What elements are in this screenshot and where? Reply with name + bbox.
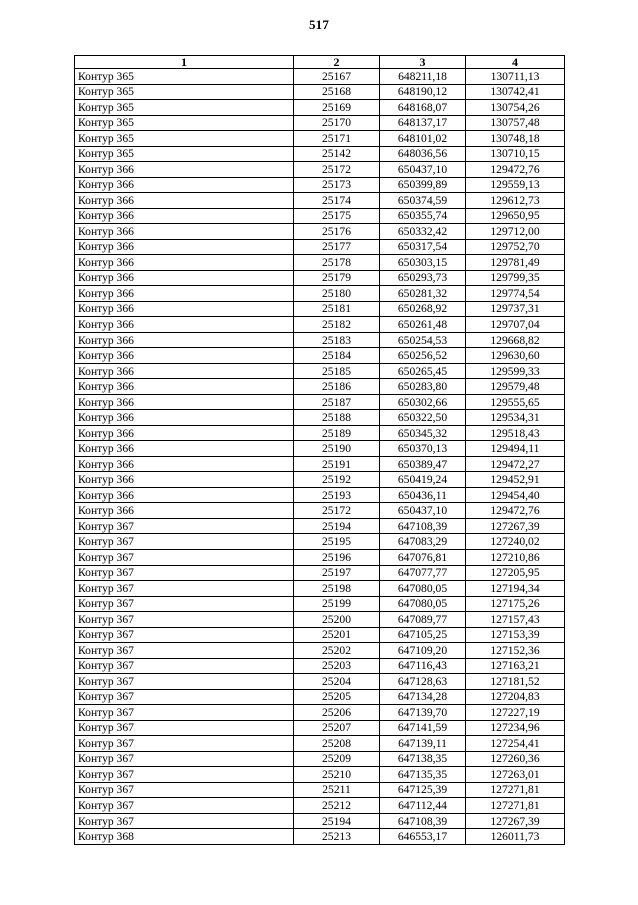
table-row [75,674,565,690]
point-number-cell: 25211 [294,782,380,798]
table-row [75,69,565,85]
table-row [75,549,565,565]
point-number-cell: 25207 [294,720,380,736]
point-number-cell: 25167 [294,69,380,85]
contour-name-cell: Контур 366 [75,286,294,302]
y-coordinate-cell: 127227,19 [466,705,565,721]
y-coordinate-cell: 129518,43 [466,425,565,441]
contour-name-cell: Контур 367 [75,518,294,534]
y-coordinate-cell: 127163,21 [466,658,565,674]
contour-name-cell: Контур 366 [75,208,294,224]
table-row [75,239,565,255]
table-row [75,100,565,116]
table-row [75,348,565,364]
y-coordinate-cell: 127153,39 [466,627,565,643]
y-coordinate-cell: 127175,26 [466,596,565,612]
x-coordinate-cell: 647080,05 [380,596,466,612]
y-coordinate-cell: 129555,65 [466,394,565,410]
x-coordinate-cell: 647112,44 [380,798,466,814]
contour-name-cell: Контур 367 [75,751,294,767]
y-coordinate-cell: 127240,02 [466,534,565,550]
x-coordinate-cell: 648190,12 [380,84,466,100]
y-coordinate-cell: 127194,34 [466,581,565,597]
point-number-cell: 25213 [294,829,380,845]
table-row [75,813,565,829]
table-row [75,627,565,643]
x-coordinate-cell: 647105,25 [380,627,466,643]
table-row [75,146,565,162]
table-row [75,224,565,240]
contour-name-cell: Контур 365 [75,69,294,85]
y-coordinate-cell: 130710,15 [466,146,565,162]
table-row [75,317,565,333]
contour-name-cell: Контур 366 [75,317,294,333]
table-row [75,612,565,628]
x-coordinate-cell: 646553,17 [380,829,466,845]
point-number-cell: 25210 [294,767,380,783]
contour-name-cell: Контур 367 [75,720,294,736]
point-number-cell: 25184 [294,348,380,364]
y-coordinate-cell: 129454,40 [466,487,565,503]
contour-name-cell: Контур 367 [75,643,294,659]
contour-name-cell: Контур 367 [75,813,294,829]
x-coordinate-cell: 647108,39 [380,518,466,534]
contour-name-cell: Контур 367 [75,705,294,721]
y-coordinate-cell: 129799,35 [466,270,565,286]
contour-name-cell: Контур 365 [75,131,294,147]
point-number-cell: 25178 [294,255,380,271]
contour-name-cell: Контур 367 [75,767,294,783]
table-row [75,565,565,581]
y-coordinate-cell: 129650,95 [466,208,565,224]
point-number-cell: 25204 [294,674,380,690]
contour-name-cell: Контур 366 [75,503,294,519]
contour-name-cell: Контур 367 [75,581,294,597]
point-number-cell: 25168 [294,84,380,100]
x-coordinate-cell: 650268,92 [380,301,466,317]
point-number-cell: 25192 [294,472,380,488]
table-row [75,596,565,612]
y-coordinate-cell: 126011,73 [466,829,565,845]
table-row [75,782,565,798]
x-coordinate-cell: 647083,29 [380,534,466,550]
table-row [75,301,565,317]
table-row [75,379,565,395]
table-row [75,503,565,519]
point-number-cell: 25172 [294,503,380,519]
table-row [75,581,565,597]
y-coordinate-cell: 127271,81 [466,798,565,814]
contour-name-cell: Контур 365 [75,84,294,100]
contour-name-cell: Контур 366 [75,363,294,379]
contour-name-cell: Контур 367 [75,627,294,643]
point-number-cell: 25190 [294,441,380,457]
x-coordinate-cell: 647077,77 [380,565,466,581]
x-coordinate-cell: 647141,59 [380,720,466,736]
y-coordinate-cell: 129559,13 [466,177,565,193]
point-number-cell: 25169 [294,100,380,116]
point-number-cell: 25197 [294,565,380,581]
y-coordinate-cell: 127267,39 [466,518,565,534]
contour-name-cell: Контур 367 [75,674,294,690]
point-number-cell: 25209 [294,751,380,767]
table-row [75,643,565,659]
point-number-cell: 25195 [294,534,380,550]
y-coordinate-cell: 129712,00 [466,224,565,240]
table-row [75,658,565,674]
contour-name-cell: Контур 366 [75,379,294,395]
point-number-cell: 25200 [294,612,380,628]
table-row [75,162,565,178]
x-coordinate-cell: 647076,81 [380,549,466,565]
y-coordinate-cell: 127181,52 [466,674,565,690]
x-coordinate-cell: 647139,11 [380,736,466,752]
table-body [75,69,565,845]
y-coordinate-cell: 129668,82 [466,332,565,348]
contour-name-cell: Контур 366 [75,177,294,193]
coordinates-table [74,55,565,845]
y-coordinate-cell: 129452,91 [466,472,565,488]
table-row [75,534,565,550]
x-coordinate-cell: 650265,45 [380,363,466,379]
point-number-cell: 25174 [294,193,380,209]
x-coordinate-cell: 647138,35 [380,751,466,767]
x-coordinate-cell: 647135,35 [380,767,466,783]
contour-name-cell: Контур 366 [75,410,294,426]
contour-name-cell: Контур 367 [75,549,294,565]
y-coordinate-cell: 130748,18 [466,131,565,147]
y-coordinate-cell: 129472,76 [466,162,565,178]
table-row [75,363,565,379]
point-number-cell: 25205 [294,689,380,705]
table-row [75,286,565,302]
contour-name-cell: Контур 366 [75,255,294,271]
x-coordinate-cell: 647089,77 [380,612,466,628]
table-row [75,736,565,752]
x-coordinate-cell: 650374,59 [380,193,466,209]
y-coordinate-cell: 129472,27 [466,456,565,472]
point-number-cell: 25196 [294,549,380,565]
x-coordinate-cell: 650281,32 [380,286,466,302]
contour-name-cell: Контур 366 [75,456,294,472]
y-coordinate-cell: 127152,36 [466,643,565,659]
x-coordinate-cell: 647116,43 [380,658,466,674]
x-coordinate-cell: 650261,48 [380,317,466,333]
contour-name-cell: Контур 367 [75,565,294,581]
table-row [75,410,565,426]
contour-name-cell: Контур 365 [75,100,294,116]
point-number-cell: 25175 [294,208,380,224]
table-row [75,720,565,736]
x-coordinate-cell: 648137,17 [380,115,466,131]
x-coordinate-cell: 650419,24 [380,472,466,488]
x-coordinate-cell: 648101,02 [380,131,466,147]
y-coordinate-cell: 127271,81 [466,782,565,798]
x-coordinate-cell: 650302,66 [380,394,466,410]
table-row [75,425,565,441]
contour-name-cell: Контур 366 [75,270,294,286]
y-coordinate-cell: 127210,86 [466,549,565,565]
contour-name-cell: Контур 367 [75,689,294,705]
contour-name-cell: Контур 365 [75,146,294,162]
x-coordinate-cell: 650283,80 [380,379,466,395]
point-number-cell: 25201 [294,627,380,643]
point-number-cell: 25212 [294,798,380,814]
contour-name-cell: Контур 366 [75,472,294,488]
contour-name-cell: Контур 366 [75,162,294,178]
point-number-cell: 25170 [294,115,380,131]
point-number-cell: 25183 [294,332,380,348]
y-coordinate-cell: 129737,31 [466,301,565,317]
y-coordinate-cell: 129774,54 [466,286,565,302]
contour-name-cell: Контур 366 [75,487,294,503]
point-number-cell: 25208 [294,736,380,752]
contour-name-cell: Контур 366 [75,348,294,364]
y-coordinate-cell: 130754,26 [466,100,565,116]
contour-name-cell: Контур 367 [75,612,294,628]
x-coordinate-cell: 650345,32 [380,425,466,441]
contour-name-cell: Контур 367 [75,736,294,752]
point-number-cell: 25172 [294,162,380,178]
table-row [75,131,565,147]
x-coordinate-cell: 648036,56 [380,146,466,162]
point-number-cell: 25189 [294,425,380,441]
column-header-3: 3 [380,56,466,69]
y-coordinate-cell: 129599,33 [466,363,565,379]
y-coordinate-cell: 130742,41 [466,84,565,100]
column-header-1: 1 [75,56,294,69]
table-row [75,332,565,348]
table-header-row [75,56,565,69]
y-coordinate-cell: 127254,41 [466,736,565,752]
table-row [75,829,565,845]
x-coordinate-cell: 647108,39 [380,813,466,829]
point-number-cell: 25173 [294,177,380,193]
y-coordinate-cell: 127260,36 [466,751,565,767]
point-number-cell: 25188 [294,410,380,426]
y-coordinate-cell: 127234,96 [466,720,565,736]
point-number-cell: 25179 [294,270,380,286]
y-coordinate-cell: 129494,11 [466,441,565,457]
contour-name-cell: Контур 366 [75,301,294,317]
x-coordinate-cell: 648168,07 [380,100,466,116]
table-row [75,270,565,286]
table-row [75,751,565,767]
point-number-cell: 25206 [294,705,380,721]
point-number-cell: 25180 [294,286,380,302]
x-coordinate-cell: 650355,74 [380,208,466,224]
point-number-cell: 25176 [294,224,380,240]
x-coordinate-cell: 650389,47 [380,456,466,472]
table-row [75,208,565,224]
point-number-cell: 25182 [294,317,380,333]
table-row [75,767,565,783]
y-coordinate-cell: 129612,73 [466,193,565,209]
y-coordinate-cell: 129752,70 [466,239,565,255]
table-row [75,177,565,193]
table-row [75,441,565,457]
point-number-cell: 25177 [294,239,380,255]
point-number-cell: 25193 [294,487,380,503]
x-coordinate-cell: 647139,70 [380,705,466,721]
y-coordinate-cell: 127205,95 [466,565,565,581]
contour-name-cell: Контур 367 [75,798,294,814]
x-coordinate-cell: 650436,11 [380,487,466,503]
point-number-cell: 25203 [294,658,380,674]
contour-name-cell: Контур 366 [75,224,294,240]
table-row [75,456,565,472]
y-coordinate-cell: 129472,76 [466,503,565,519]
column-header-4: 4 [466,56,565,69]
point-number-cell: 25171 [294,131,380,147]
x-coordinate-cell: 647080,05 [380,581,466,597]
x-coordinate-cell: 650370,13 [380,441,466,457]
y-coordinate-cell: 129630,60 [466,348,565,364]
point-number-cell: 25194 [294,518,380,534]
contour-name-cell: Контур 366 [75,239,294,255]
x-coordinate-cell: 647128,63 [380,674,466,690]
table-row [75,798,565,814]
contour-name-cell: Контур 366 [75,425,294,441]
table-row [75,487,565,503]
table-row [75,705,565,721]
contour-name-cell: Контур 366 [75,394,294,410]
y-coordinate-cell: 127267,39 [466,813,565,829]
x-coordinate-cell: 650332,42 [380,224,466,240]
y-coordinate-cell: 130757,48 [466,115,565,131]
contour-name-cell: Контур 368 [75,829,294,845]
y-coordinate-cell: 127157,43 [466,612,565,628]
x-coordinate-cell: 650322,50 [380,410,466,426]
contour-name-cell: Контур 366 [75,193,294,209]
table-row [75,689,565,705]
column-header-2: 2 [294,56,380,69]
x-coordinate-cell: 647134,28 [380,689,466,705]
x-coordinate-cell: 650437,10 [380,503,466,519]
point-number-cell: 25185 [294,363,380,379]
x-coordinate-cell: 650293,73 [380,270,466,286]
table-row [75,255,565,271]
table-row [75,115,565,131]
x-coordinate-cell: 650254,53 [380,332,466,348]
x-coordinate-cell: 650303,15 [380,255,466,271]
contour-name-cell: Контур 367 [75,658,294,674]
y-coordinate-cell: 127204,83 [466,689,565,705]
point-number-cell: 25194 [294,813,380,829]
contour-name-cell: Контур 366 [75,332,294,348]
y-coordinate-cell: 127263,01 [466,767,565,783]
x-coordinate-cell: 650317,54 [380,239,466,255]
x-coordinate-cell: 650437,10 [380,162,466,178]
contour-name-cell: Контур 366 [75,441,294,457]
contour-name-cell: Контур 365 [75,115,294,131]
x-coordinate-cell: 650256,52 [380,348,466,364]
x-coordinate-cell: 650399,89 [380,177,466,193]
point-number-cell: 25198 [294,581,380,597]
y-coordinate-cell: 129781,49 [466,255,565,271]
x-coordinate-cell: 648211,18 [380,69,466,85]
point-number-cell: 25202 [294,643,380,659]
point-number-cell: 25191 [294,456,380,472]
x-coordinate-cell: 647125,39 [380,782,466,798]
point-number-cell: 25142 [294,146,380,162]
table-row [75,472,565,488]
x-coordinate-cell: 647109,20 [380,643,466,659]
y-coordinate-cell: 130711,13 [466,69,565,85]
point-number-cell: 25187 [294,394,380,410]
page-number: 517 [308,17,330,32]
y-coordinate-cell: 129707,04 [466,317,565,333]
point-number-cell: 25186 [294,379,380,395]
table-row [75,518,565,534]
table-row [75,84,565,100]
table-row [75,394,565,410]
y-coordinate-cell: 129579,48 [466,379,565,395]
point-number-cell: 25181 [294,301,380,317]
table-row [75,193,565,209]
contour-name-cell: Контур 367 [75,596,294,612]
point-number-cell: 25199 [294,596,380,612]
contour-name-cell: Контур 367 [75,782,294,798]
contour-name-cell: Контур 367 [75,534,294,550]
y-coordinate-cell: 129534,31 [466,410,565,426]
